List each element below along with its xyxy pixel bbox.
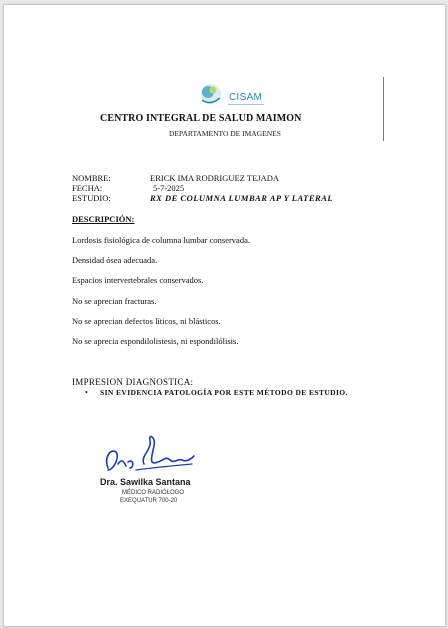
document-page (3, 4, 446, 627)
handwritten-signature (100, 430, 200, 480)
impression-heading: IMPRESION DIAGNOSTICA: (72, 377, 194, 387)
department-subtitle: DEPARTAMENTO DE IMAGENES (169, 129, 281, 138)
bullet-icon: • (85, 388, 88, 397)
finding-line: Lordosis fisiológica de columna lumbar conservada. (72, 235, 250, 245)
impression-item: SIN EVIDENCIA PATOLOGÍA POR ESTE MÉTODO DE ESTUDIO. (100, 388, 348, 397)
doctor-role: MÉDICO RADIÓLOGO (122, 490, 185, 496)
logo-text: CISAM (229, 92, 263, 103)
finding-line: Densidad ósea adecuada. (72, 255, 158, 265)
study-value: RX DE COLUMNA LUMBAR AP Y LATERAL (150, 193, 334, 203)
logo-underline (228, 104, 264, 105)
finding-line: No se aprecian defectos líticos, ni blásticos. (72, 316, 221, 326)
name-value: ERICK IMA RODRIGUEZ TEJADA (150, 173, 279, 183)
finding-line: No se aprecian fracturas. (72, 296, 157, 306)
doctor-name: Dra. Sawilka Santana (100, 477, 191, 487)
institution-title: CENTRO INTEGRAL DE SALUD MAIMON (100, 113, 302, 124)
header-divider (383, 77, 384, 141)
name-label: NOMBRE: (72, 173, 111, 183)
study-label: ESTUDIO: (72, 193, 111, 203)
description-heading: DESCRIPCIÓN: (72, 214, 135, 224)
doctor-exequatur: EXEQUATUR 700-20 (120, 498, 178, 504)
date-label: FECHA: (72, 183, 103, 193)
date-value: 5-7-2025 (153, 183, 185, 193)
finding-line: Espacios intervertebrales conservados. (72, 275, 204, 285)
finding-line: No se aprecia espondilolistesis, ni espondilólisis. (72, 336, 239, 346)
